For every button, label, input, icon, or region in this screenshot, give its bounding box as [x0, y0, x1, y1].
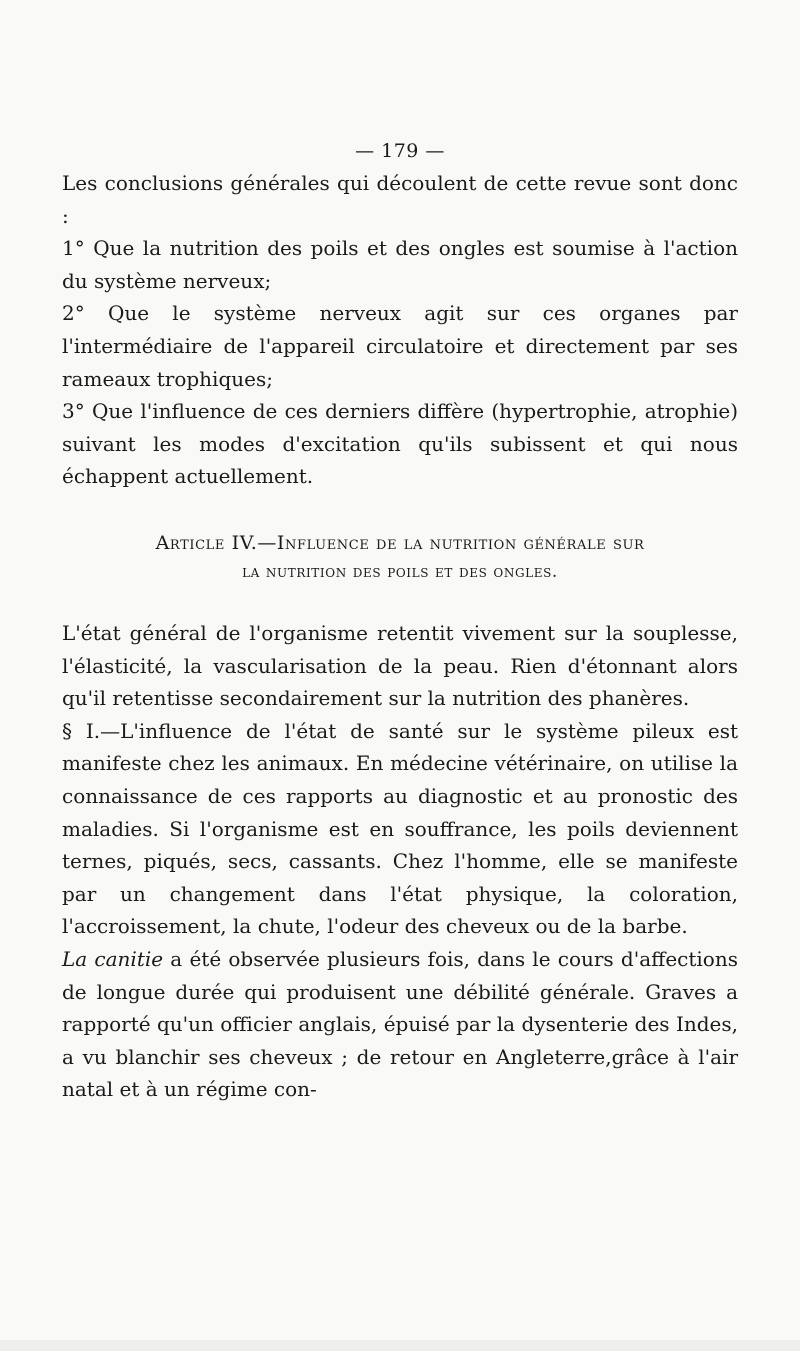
- conclusion-item-2: 2° Que le système nerveux agit sur ces organes par l'intermédiaire de l'appareil circulatoire et directement par ses rameaux trophiques;: [62, 301, 738, 391]
- paragraph-canitie-text: a été observée plusieurs fois, dans le cours d'affections de longue durée qui produisent une débilité générale. Graves a rapporté qu'un officier anglais, épuisé par la dysenterie des Indes, a vu blanchir ses cheveux ; de retour en Angleterre,grâce à l'air natal et à un régime con-: [62, 946, 738, 1102]
- page-number: — 179 —: [355, 140, 445, 162]
- article-heading-line-1: Article IV.—Influence de la nutrition générale sur: [155, 532, 645, 554]
- article-heading-line-2: la nutrition des poils et des ongles.: [242, 562, 558, 582]
- article-heading: [62, 528, 738, 586]
- paragraph-canitie: [62, 943, 738, 1106]
- conclusion-item-1: 1° Que la nutrition des poils et des ongles est soumise à l'action du système nerveux;: [62, 236, 738, 293]
- conclusions-block: [62, 167, 738, 493]
- conclusion-item-3: 3° Que l'influence de ces derniers diffère (hypertrophie, atrophie) suivant les modes d'excitation qu'ils subissent et qui nous échappent actuellement.: [62, 399, 738, 489]
- term-canitie: La canitie: [62, 946, 164, 971]
- article-body: [62, 617, 738, 1106]
- conclusions-intro: Les conclusions générales qui découlent de cette revue sont donc :: [62, 171, 738, 228]
- page-bottom-margin: [0, 1340, 800, 1351]
- paragraph-section-1: § I.—L'influence de l'état de santé sur le système pileux est manifeste chez les animaux. En médecine vétérinaire, on utilise la connaissance de ces rapports au diagnostic et au pronostic des maladies. Si l'organisme est en souffrance, les poils deviennent ternes, piqués, secs, cassants. Chez l'homme, elle se manifeste par un changement dans l'état physique, la coloration, l'accroissement, la chute, l'odeur des cheveux ou de la barbe.: [62, 718, 738, 939]
- paragraph-general-state: L'état général de l'organisme retentit vivement sur la souplesse, l'élasticité, la vascularisation de la peau. Rien d'étonnant alors qu'il retentisse secondairement sur la nutrition des phanères.: [62, 621, 738, 711]
